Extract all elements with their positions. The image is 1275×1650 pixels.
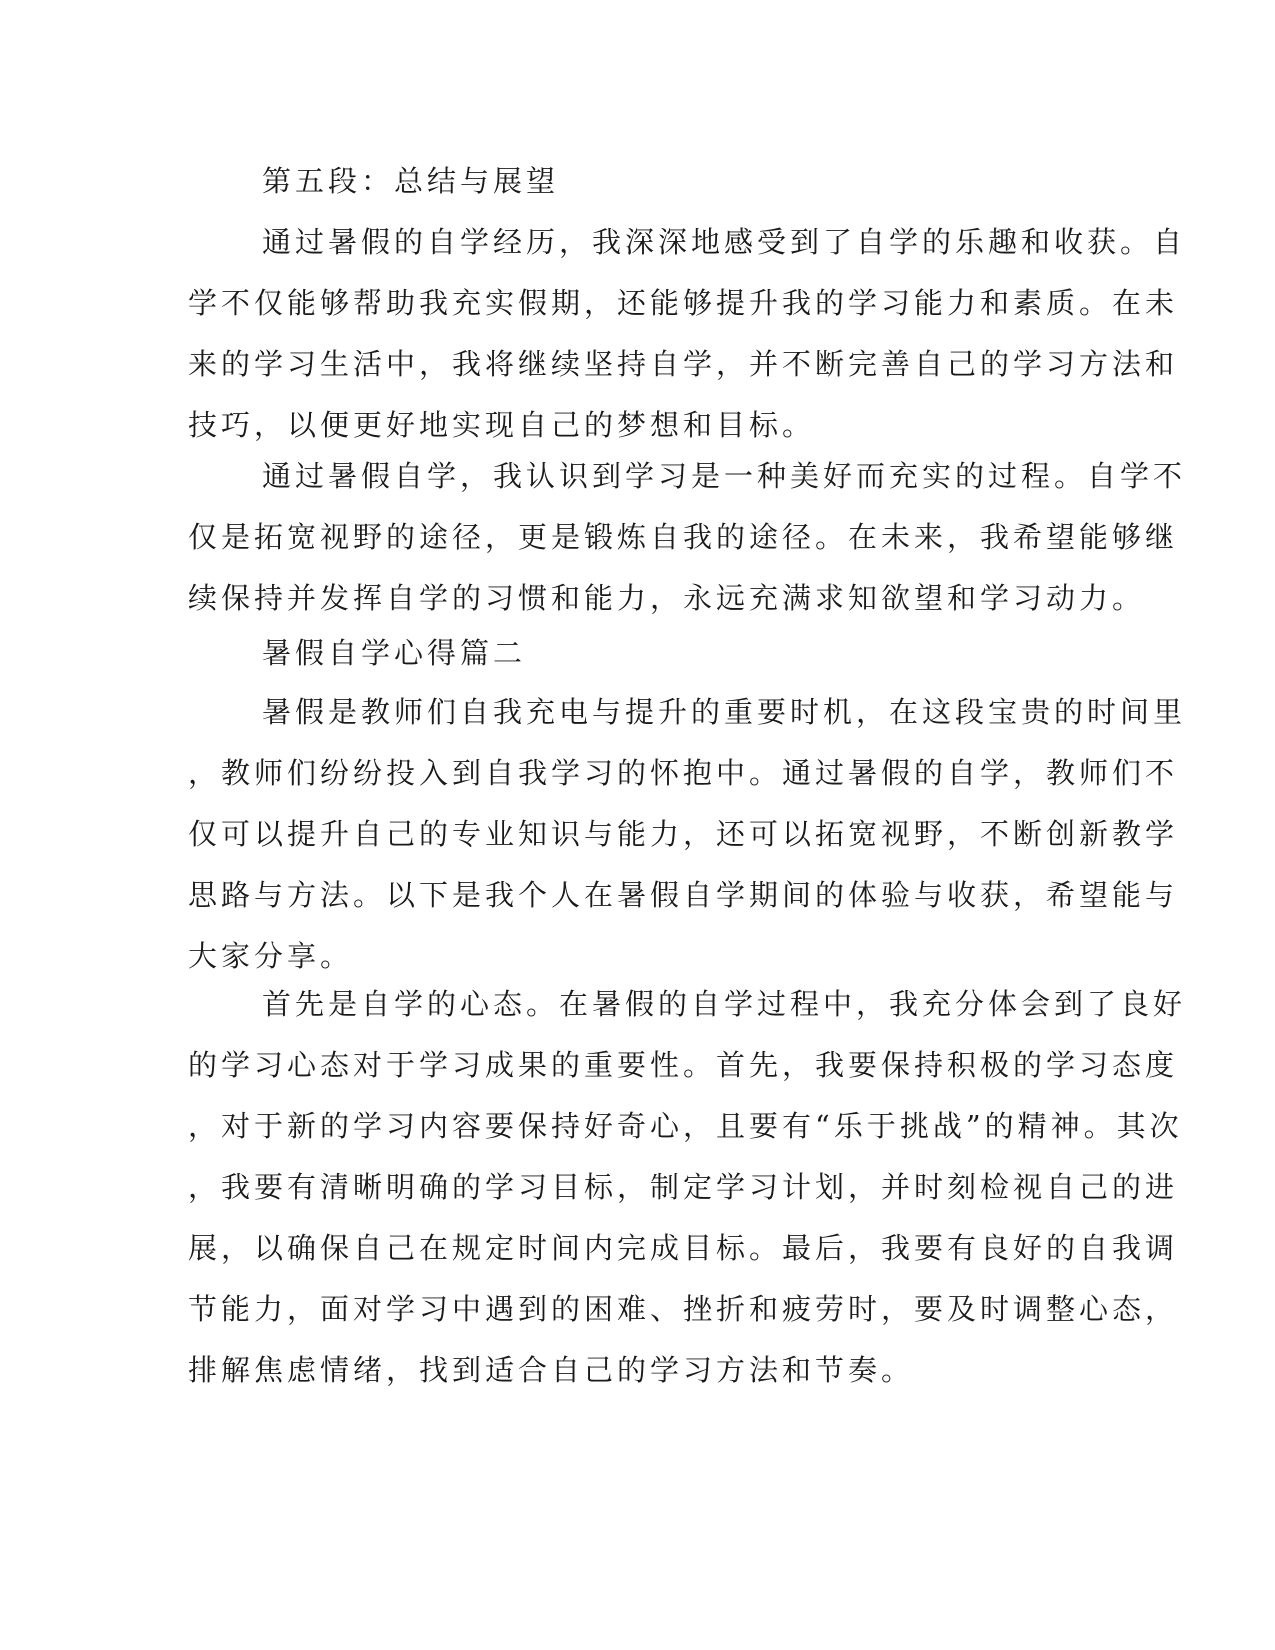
text-line: 暑假是教师们自我充电与提升的重要时机，在这段宝贵的时间里 (262, 695, 1187, 729)
paragraph (188, 682, 1187, 987)
text-line: 的学习心态对于学习成果的重要性。首先，我要保持积极的学习态度 (188, 1048, 1179, 1082)
paragraph (188, 446, 1187, 629)
section-heading (188, 151, 1088, 212)
text-line: 学不仅能够帮助我充实假期，还能够提升我的学习能力和素质。在未 (188, 286, 1179, 320)
text-line: 展，以确保自己在规定时间内完成目标。最后，我要有良好的自我调 (188, 1231, 1179, 1265)
text-line: ，我要有清晰明确的学习目标，制定学习计划，并时刻检视自己的进 (188, 1170, 1179, 1204)
text-line: 仅可以提升自己的专业知识与能力，还可以拓宽视野，不断创新教学 (188, 817, 1179, 851)
article-title (188, 623, 1088, 684)
paragraph (188, 212, 1187, 456)
text-line: 节能力，面对学习中遇到的困难、挫折和疲劳时，要及时调整心态， (188, 1292, 1179, 1326)
text-line: 暑假自学心得篇二 (262, 636, 527, 670)
text-line: 续保持并发挥自学的习惯和能力，永远充满求知欲望和学习动力。 (188, 581, 1146, 615)
paragraph (188, 974, 1187, 1401)
text-line: 来的学习生活中，我将继续坚持自学，并不断完善自己的学习方法和 (188, 347, 1179, 381)
text-line: 第五段：总结与展望 (262, 164, 560, 198)
text-line: 排解焦虑情绪，找到适合自己的学习方法和节奏。 (188, 1353, 915, 1387)
text-line: 首先是自学的心态。在暑假的自学过程中，我充分体会到了良好 (262, 987, 1187, 1021)
text-line: 仅是拓宽视野的途径，更是锻炼自我的途径。在未来，我希望能够继 (188, 520, 1179, 554)
text-line: ，教师们纷纷投入到自我学习的怀抱中。通过暑假的自学，教师们不 (188, 756, 1179, 790)
text-line: 大家分享。 (188, 939, 354, 973)
text-line: 技巧，以便更好地实现自己的梦想和目标。 (188, 408, 816, 442)
text-line: 通过暑假的自学经历，我深深地感受到了自学的乐趣和收获。自 (262, 225, 1187, 259)
text-line: 通过暑假自学，我认识到学习是一种美好而充实的过程。自学不 (262, 459, 1187, 493)
text-line: ，对于新的学习内容要保持好奇心，且要有“乐于挑战”的精神。其次 (188, 1109, 1183, 1143)
text-line: 思路与方法。以下是我个人在暑假自学期间的体验与收获，希望能与 (188, 878, 1179, 912)
